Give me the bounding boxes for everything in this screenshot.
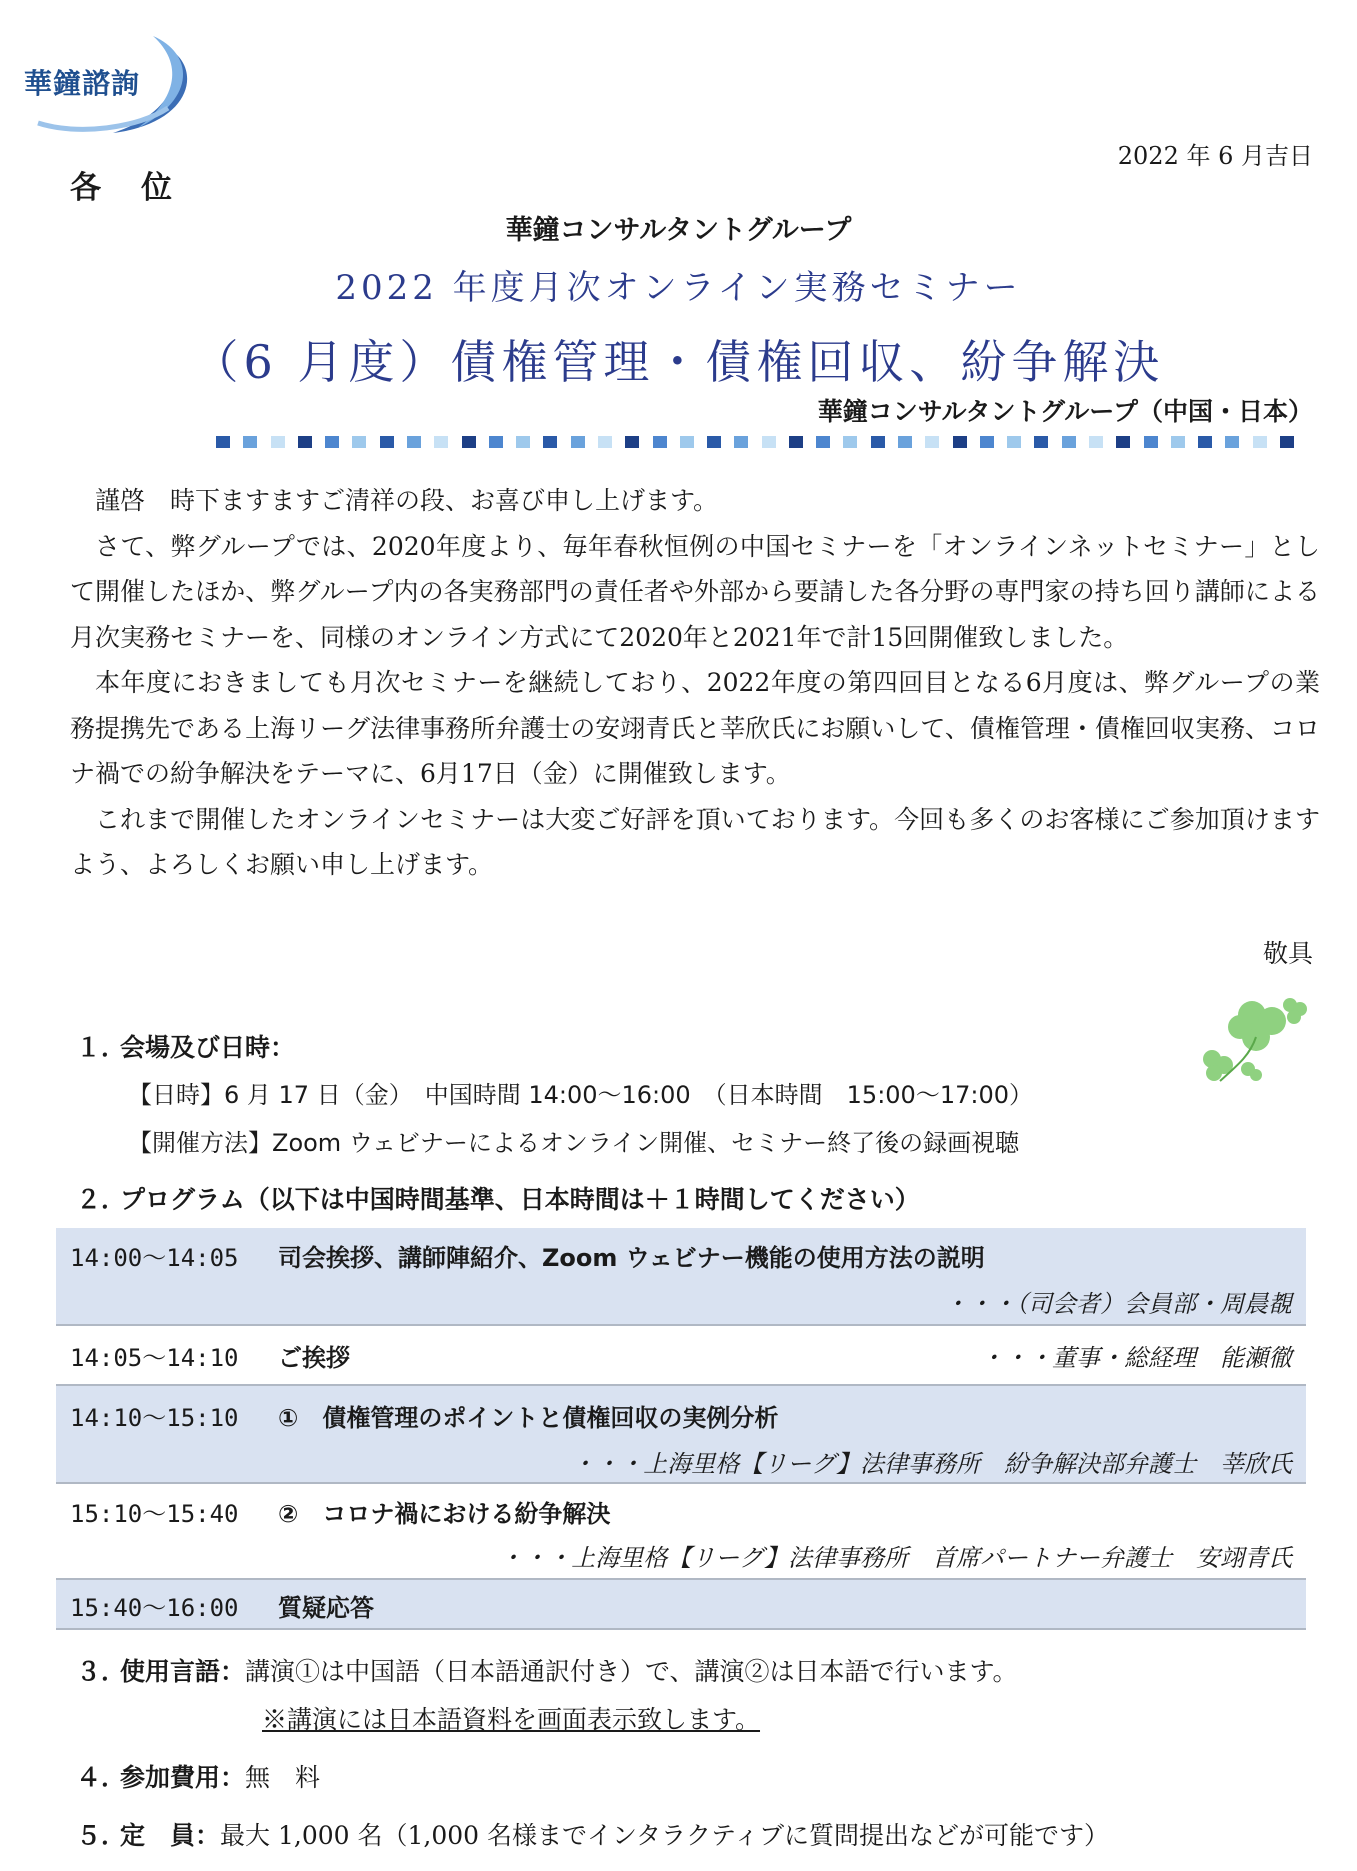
divider-square	[543, 436, 557, 448]
section-label: 参加費用：	[120, 1763, 246, 1792]
section-fee	[76, 1758, 320, 1794]
divider-square	[1280, 436, 1294, 448]
program-time: 14:00～14:05	[70, 1244, 239, 1272]
divider-square	[1089, 436, 1103, 448]
letter-body	[70, 478, 1320, 888]
program-title: 司会挨拶、講師陣紹介、Zoom ウェビナー機能の使用方法の説明	[278, 1244, 985, 1272]
divider-square	[898, 436, 912, 448]
section-number: ４．	[76, 1763, 127, 1792]
section-label: 使用言語：	[120, 1657, 246, 1686]
body-paragraph: これまで開催したオンラインセミナーは大変ご好評を頂いております。今回も多くのお客様にご参加頂けますよう、よろしくお願い申し上げます。	[70, 804, 1320, 879]
event-method: 【開催方法】Zoom ウェビナーによるオンライン開催、セミナー終了後の録画視聴	[128, 1129, 1020, 1157]
closing-word: 敬具	[1262, 939, 1313, 968]
section-value: 最大 1,000 名（1,000 名様までインタラクティブに質問提出などが可能です）	[220, 1821, 1109, 1850]
divider-square	[571, 436, 585, 448]
program-title: ② コロナ禍における紛争解決	[278, 1500, 611, 1528]
program-title: ① 債権管理のポイントと債権回収の実例分析	[278, 1404, 779, 1432]
divider-square	[925, 436, 939, 448]
divider-square	[1253, 436, 1267, 448]
section-label: 会場及び日時：	[120, 1033, 296, 1062]
divider-square	[734, 436, 748, 448]
divider-square	[1198, 436, 1212, 448]
event-datetime: 【日時】6 月 17 日（金） 中国時間 14:00～16:00 （日本時間 15:00～17:00）	[128, 1081, 1033, 1109]
body-paragraph: 本年度におきましても月次セミナーを継続しており、2022年度の第四回目となる6月度は、弊グループの業務提携先である上海リーグ法律事務所弁護士の安翊青氏と莘欣氏にお願いして、債権管理・債権回収実務、コロナ禍での紛争解決をテーマに、6月17日（金）に開催致します。	[70, 668, 1320, 788]
divider-square	[980, 436, 994, 448]
divider-square	[625, 436, 639, 448]
divider-square	[325, 436, 339, 448]
program-title: ご挨拶	[278, 1344, 350, 1372]
organizer-subtitle: 華鐘コンサルタントグループ（中国・日本）	[817, 397, 1313, 426]
language-note: ※講演には日本語資料を画面表示致します。	[262, 1705, 761, 1734]
seminar-title: （6 月度）債権管理・債権回収、紛争解決	[192, 335, 1165, 389]
program-row	[56, 1386, 1306, 1484]
logo-text: 華鐘諮詢	[24, 67, 141, 100]
section-language	[76, 1652, 1018, 1688]
divider-square	[407, 436, 421, 448]
divider-square	[1144, 436, 1158, 448]
organizer-title: 華鐘コンサルタントグループ	[505, 215, 852, 246]
divider-square	[707, 436, 721, 448]
section-value: 無 料	[245, 1763, 321, 1792]
divider-square	[598, 436, 612, 448]
program-time: 15:40～16:00	[70, 1594, 239, 1622]
program-speaker: ・・・董事・総経理 能瀬徹	[980, 1344, 1292, 1372]
section-number: ３．	[76, 1657, 127, 1686]
program-time: 14:10～15:10	[70, 1404, 239, 1432]
divider-square	[298, 436, 312, 448]
divider-square	[516, 436, 530, 448]
program-row	[56, 1484, 1306, 1580]
program-row	[56, 1580, 1306, 1630]
divider-square	[1225, 436, 1239, 448]
body-paragraph: さて、弊グループでは、2020年度より、毎年春秋恒例の中国セミナーを「オンラインネットセミナー」として開催したほか、弊グループ内の各実務部門の責任者や外部から要請した各分野の専門家の持ち回り講師による月次実務セミナーを、同様のオンライン方式にて2020年と2021年で計15回開催致しました。	[70, 531, 1320, 652]
divider-square	[216, 436, 230, 448]
program-row	[56, 1326, 1306, 1386]
addressee: 各位	[70, 170, 212, 206]
program-row	[56, 1228, 1306, 1326]
divider-square	[1062, 436, 1076, 448]
divider-square	[1116, 436, 1130, 448]
divider-square	[1171, 436, 1185, 448]
issue-date: 2022 年 6 月吉日	[1117, 142, 1313, 170]
program-speaker: ・・・上海里格【リーグ】法律事務所 紛争解決部弁護士 莘欣氏	[571, 1450, 1292, 1478]
section-label: 定 員：	[120, 1821, 221, 1850]
section-program	[76, 1180, 920, 1216]
divider-square	[462, 436, 476, 448]
body-paragraph: 謹啓 時下ますますご清祥の段、お喜び申し上げます。	[95, 486, 719, 515]
section-value: 講演①は中国語（日本語通訳付き）で、講演②は日本語で行います。	[245, 1657, 1018, 1686]
divider-square	[271, 436, 285, 448]
section-label: プログラム（以下は中国時間基準、日本時間は＋１時間してください）	[120, 1185, 920, 1214]
divider-square	[352, 436, 366, 448]
divider-square	[1034, 436, 1048, 448]
program-time: 15:10～15:40	[70, 1500, 239, 1528]
divider-square	[680, 436, 694, 448]
divider-square	[243, 436, 257, 448]
clover-icon	[1190, 985, 1320, 1085]
series-title: 2022 年度月次オンライン実務セミナー	[335, 268, 1022, 308]
divider-square	[1007, 436, 1021, 448]
section-number: １．	[76, 1033, 127, 1062]
program-time: 14:05～14:10	[70, 1344, 239, 1372]
divider-square	[434, 436, 448, 448]
divider-square	[380, 436, 394, 448]
divider-square	[489, 436, 503, 448]
decorative-divider	[216, 436, 1294, 450]
divider-square	[953, 436, 967, 448]
divider-square	[653, 436, 667, 448]
program-title: 質疑応答	[278, 1594, 374, 1622]
section-venue-datetime	[76, 1028, 295, 1064]
section-number: ５．	[76, 1821, 127, 1850]
divider-square	[762, 436, 776, 448]
divider-square	[789, 436, 803, 448]
section-capacity	[76, 1816, 1109, 1852]
section-number: ２．	[76, 1185, 127, 1214]
divider-square	[816, 436, 830, 448]
program-table	[56, 1228, 1306, 1630]
divider-square	[871, 436, 885, 448]
divider-square	[843, 436, 857, 448]
program-speaker: ・・・上海里格【リーグ】法律事務所 首席パートナー弁護士 安翊青氏	[499, 1544, 1292, 1572]
program-speaker: ・・・（司会者）会員部・周晨覩	[944, 1290, 1292, 1318]
